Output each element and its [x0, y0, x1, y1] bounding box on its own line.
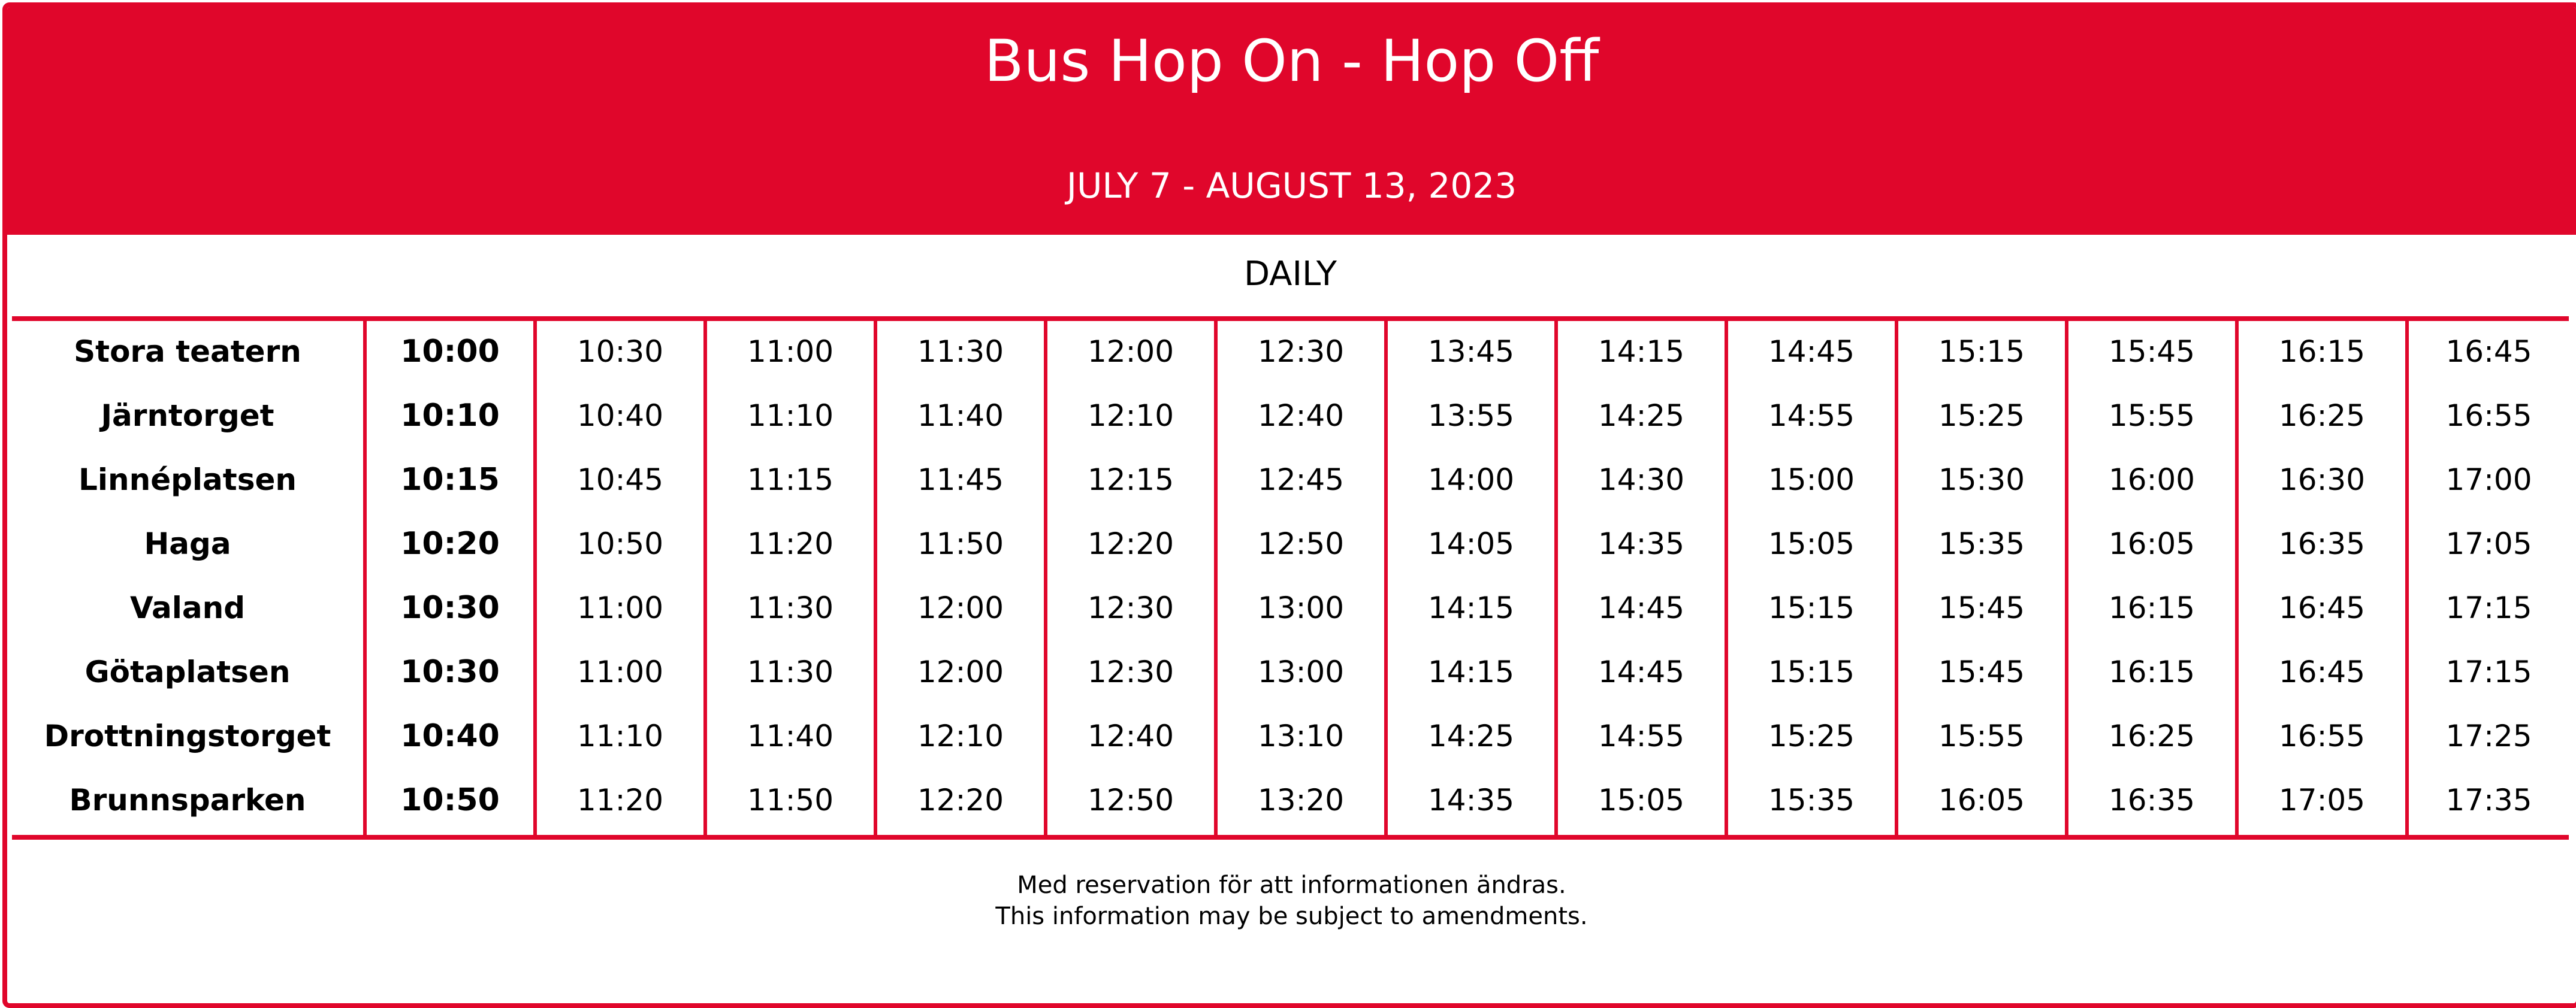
departure-time: 14:25 — [1427, 719, 1515, 753]
departure-time: 10:40 — [400, 718, 500, 754]
departure-column — [2239, 320, 2409, 835]
departure-time: 13:10 — [1257, 719, 1345, 753]
departure-time: 16:25 — [2108, 719, 2196, 753]
departure-time: 15:15 — [1768, 591, 1855, 625]
departure-time: 16:15 — [2108, 591, 2196, 625]
departure-time: 11:30 — [747, 591, 834, 625]
departure-time: 10:40 — [576, 398, 664, 433]
departure-time: 14:25 — [1597, 398, 1685, 433]
departure-time: 11:20 — [747, 526, 834, 561]
stop-name: Haga — [144, 526, 231, 561]
departure-time: 12:30 — [1087, 591, 1174, 625]
departure-column — [2409, 320, 2569, 835]
departure-time: 12:40 — [1087, 719, 1174, 753]
departure-column — [1558, 320, 1728, 835]
departure-time: 13:00 — [1257, 591, 1345, 625]
timetable-card — [2, 2, 2576, 1008]
departure-time: 12:20 — [1087, 526, 1174, 561]
departure-time: 10:00 — [400, 334, 500, 370]
departure-time: 15:35 — [1938, 526, 2025, 561]
departure-time: 12:40 — [1257, 398, 1345, 433]
departure-time: 14:15 — [1427, 591, 1515, 625]
departure-time: 14:05 — [1427, 526, 1515, 561]
departure-column — [2068, 320, 2239, 835]
departure-time: 11:30 — [747, 655, 834, 689]
stop-name: Drottningstorget — [44, 719, 331, 753]
departure-column — [707, 320, 877, 835]
departure-time: 17:05 — [2445, 526, 2532, 561]
footer-notice-swedish: Med reservation för att informationen ändras. — [1017, 871, 1566, 899]
departure-time: 12:30 — [1087, 655, 1174, 689]
departure-time: 16:35 — [2108, 783, 2196, 818]
departure-time: 12:10 — [1087, 398, 1174, 433]
departure-time: 11:40 — [747, 719, 834, 753]
departure-time: 15:45 — [2108, 334, 2196, 369]
departure-time: 15:00 — [1768, 462, 1855, 497]
departure-time: 15:45 — [1938, 591, 2025, 625]
departure-time: 14:15 — [1427, 655, 1515, 689]
departure-time: 10:30 — [400, 654, 500, 690]
departure-time: 14:45 — [1768, 334, 1855, 369]
departure-time: 10:10 — [400, 398, 500, 434]
departure-time: 16:55 — [2445, 398, 2532, 433]
departure-time: 11:10 — [747, 398, 834, 433]
departure-column — [877, 320, 1047, 835]
stop-name: Järntorget — [101, 398, 274, 433]
departure-time: 11:50 — [917, 526, 1004, 561]
departure-time: 15:45 — [1938, 655, 2025, 689]
departure-time: 16:45 — [2278, 655, 2366, 689]
departure-time: 11:20 — [576, 783, 664, 818]
timetable-header — [7, 7, 2576, 235]
departure-time: 14:15 — [1597, 334, 1685, 369]
departure-time: 11:00 — [576, 655, 664, 689]
departure-time: 12:45 — [1257, 462, 1345, 497]
departure-time: 16:35 — [2278, 526, 2366, 561]
departure-time: 12:00 — [917, 591, 1004, 625]
departure-time: 12:20 — [917, 783, 1004, 818]
stop-name: Stora teatern — [74, 334, 301, 369]
schedule-label: DAILY — [1244, 255, 1337, 293]
departure-time: 10:15 — [400, 462, 500, 498]
departure-time: 17:15 — [2445, 591, 2532, 625]
departure-time: 16:15 — [2108, 655, 2196, 689]
departure-time: 14:45 — [1597, 591, 1685, 625]
departure-time: 15:25 — [1938, 398, 2025, 433]
departure-time: 15:15 — [1768, 655, 1855, 689]
stop-name: Valand — [130, 591, 245, 625]
departure-time: 14:35 — [1597, 526, 1685, 561]
departure-time: 10:50 — [576, 526, 664, 561]
departure-time: 14:55 — [1768, 398, 1855, 433]
departure-time: 10:30 — [576, 334, 664, 369]
stops-column — [12, 320, 367, 835]
departure-time: 16:30 — [2278, 462, 2366, 497]
departure-time: 16:45 — [2445, 334, 2532, 369]
departure-time: 10:45 — [576, 462, 664, 497]
stop-name: Linnéplatsen — [78, 462, 297, 497]
departure-time: 16:05 — [2108, 526, 2196, 561]
departure-time: 16:00 — [2108, 462, 2196, 497]
timetable-grid — [12, 320, 2569, 840]
stop-name: Brunnsparken — [69, 783, 306, 818]
departure-time: 14:45 — [1597, 655, 1685, 689]
departure-time: 17:05 — [2278, 783, 2366, 818]
departure-time: 17:00 — [2445, 462, 2532, 497]
departure-time: 15:55 — [2108, 398, 2196, 433]
departure-time: 12:10 — [917, 719, 1004, 753]
departure-time: 12:00 — [1087, 334, 1174, 369]
departure-time: 15:05 — [1597, 783, 1685, 818]
departure-time: 13:00 — [1257, 655, 1345, 689]
departure-time: 15:30 — [1938, 462, 2025, 497]
departure-time: 16:45 — [2278, 591, 2366, 625]
departure-time: 11:00 — [576, 591, 664, 625]
date-range: JULY 7 - AUGUST 13, 2023 — [1066, 165, 1517, 206]
departure-time: 15:55 — [1938, 719, 2025, 753]
departure-time: 10:30 — [400, 590, 500, 626]
departure-column — [1388, 320, 1558, 835]
departure-time: 11:00 — [747, 334, 834, 369]
departure-time: 11:15 — [747, 462, 834, 497]
departure-time: 17:15 — [2445, 655, 2532, 689]
departure-time: 16:25 — [2278, 398, 2366, 433]
departure-column — [1047, 320, 1218, 835]
departure-column — [1218, 320, 1388, 835]
departure-time: 13:20 — [1257, 783, 1345, 818]
schedule-label-bar — [12, 238, 2569, 321]
departure-time: 14:35 — [1427, 783, 1515, 818]
departure-time: 11:45 — [917, 462, 1004, 497]
departure-time: 14:55 — [1597, 719, 1685, 753]
departure-time: 12:50 — [1257, 526, 1345, 561]
departure-time: 11:50 — [747, 783, 834, 818]
departure-column — [1898, 320, 2068, 835]
departure-time: 16:05 — [1938, 783, 2025, 818]
departure-time: 17:25 — [2445, 719, 2532, 753]
footer-notice — [7, 870, 2576, 932]
departure-time: 10:20 — [400, 526, 500, 562]
page-title: Bus Hop On - Hop Off — [984, 28, 1599, 95]
departure-time: 11:30 — [917, 334, 1004, 369]
departure-time: 12:50 — [1087, 783, 1174, 818]
departure-time: 16:15 — [2278, 334, 2366, 369]
departure-column — [367, 320, 537, 835]
footer-notice-english: This information may be subject to amendments. — [995, 903, 1588, 930]
departure-time: 13:45 — [1427, 334, 1515, 369]
departure-time: 12:30 — [1257, 334, 1345, 369]
departure-time: 11:40 — [917, 398, 1004, 433]
departure-time: 10:50 — [400, 782, 500, 818]
departure-time: 15:25 — [1768, 719, 1855, 753]
departure-time: 13:55 — [1427, 398, 1515, 433]
departure-time: 15:05 — [1768, 526, 1855, 561]
departure-time: 16:55 — [2278, 719, 2366, 753]
departure-time: 14:30 — [1597, 462, 1685, 497]
departure-time: 15:35 — [1768, 783, 1855, 818]
departure-time: 15:15 — [1938, 334, 2025, 369]
departure-time: 14:00 — [1427, 462, 1515, 497]
departure-column — [1728, 320, 1898, 835]
departure-time: 17:35 — [2445, 783, 2532, 818]
departure-time: 12:00 — [917, 655, 1004, 689]
stop-name: Götaplatsen — [84, 655, 291, 689]
departure-column — [537, 320, 707, 835]
departure-time: 11:10 — [576, 719, 664, 753]
departure-time: 12:15 — [1087, 462, 1174, 497]
